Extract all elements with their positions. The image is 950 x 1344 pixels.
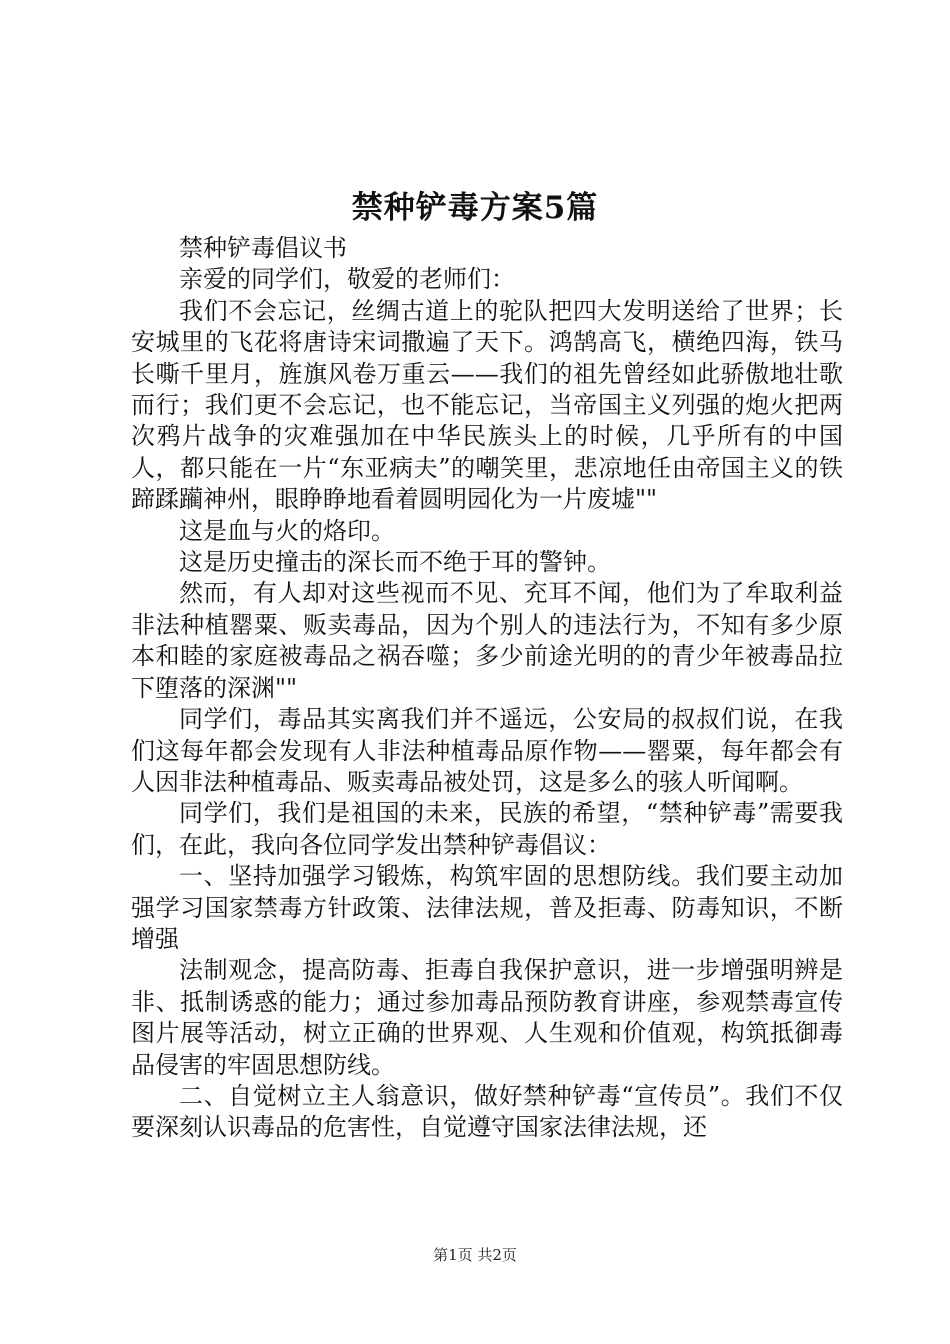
paragraph-point-one-continued: 法制观念，提高防毒、拒毒自我保护意识，进一步增强明辨是非、抵制诱惑的能力；通过参加毒品预防教育讲座，参观禁毒宣传图片展等活动，树立正确的世界观、人生观和价值观，构筑抵御毒品侵害的牢固思想防线。 bbox=[131, 956, 843, 1079]
paragraph-point-two: 二、自觉树立主人翁意识，做好禁种铲毒“宣传员”。我们不仅要深刻认识毒品的危害性，自觉遵守国家法律法规，还 bbox=[131, 1081, 843, 1142]
paragraph-heading: 禁种铲毒倡议书 bbox=[179, 234, 347, 262]
document-body bbox=[131, 233, 843, 1144]
page-footer: 第1页 共2页 bbox=[433, 1246, 517, 1264]
paragraph-blood-fire: 这是血与火的烙印。 bbox=[179, 516, 395, 545]
paragraph-point-one: 一、坚持加强学习锻炼，构筑牢固的思想防线。我们要主动加强学习国家禁毒方针政策、法律法规，普及拒毒、防毒知识，不断增强 bbox=[131, 862, 843, 953]
paragraph-warning-bell: 这是历史撞击的深长而不绝于耳的警钟。 bbox=[179, 548, 611, 577]
paragraph-salutation: 亲爱的同学们，敬爱的老师们： bbox=[179, 265, 515, 294]
paragraph-history: 我们不会忘记，丝绸古道上的驼队把四大发明送给了世界；长安城里的飞花将唐诗宋词撒遍了天下。鸿鹄高飞，横绝四海，铁马长嘶千里月，旌旗风卷万重云——我们的祖先曾经如此骄傲地壮歌而行；我们更不会忘记，也不能忘记，当帝国主义列强的炮火把两次鸦片战争的灾难强加在中华民族头上的时候，几乎所有的中国人，都只能在一片“东亚病夫”的嘲笑里，悲凉地任由帝国主义的铁蹄蹂躏神州，眼睁睁地看着圆明园化为一片废墟"" bbox=[131, 296, 843, 514]
paragraph-proposal: 同学们，我们是祖国的未来，民族的希望，“禁种铲毒”需要我们，在此，我向各位同学发出禁种铲毒倡议： bbox=[131, 799, 843, 859]
paragraph-illegal-activity: 然而，有人却对这些视而不见、充耳不闻，他们为了牟取利益非法种植罂粟、贩卖毒品，因为个别人的违法行为，不知有多少原本和睦的家庭被毒品之祸吞噬；多少前途光明的的青少年被毒品拉下堕落的深渊"" bbox=[131, 579, 843, 702]
paragraph-local-risk: 同学们，毒品其实离我们并不遥远，公安局的叔叔们说，在我们这每年都会发现有人非法种植毒品原作物——罂粟，每年都会有人因非法种植毒品、贩卖毒品被处罚，这是多么的骇人听闻啊。 bbox=[131, 705, 843, 796]
document-title: 禁种铲毒方案5篇 bbox=[351, 190, 599, 226]
